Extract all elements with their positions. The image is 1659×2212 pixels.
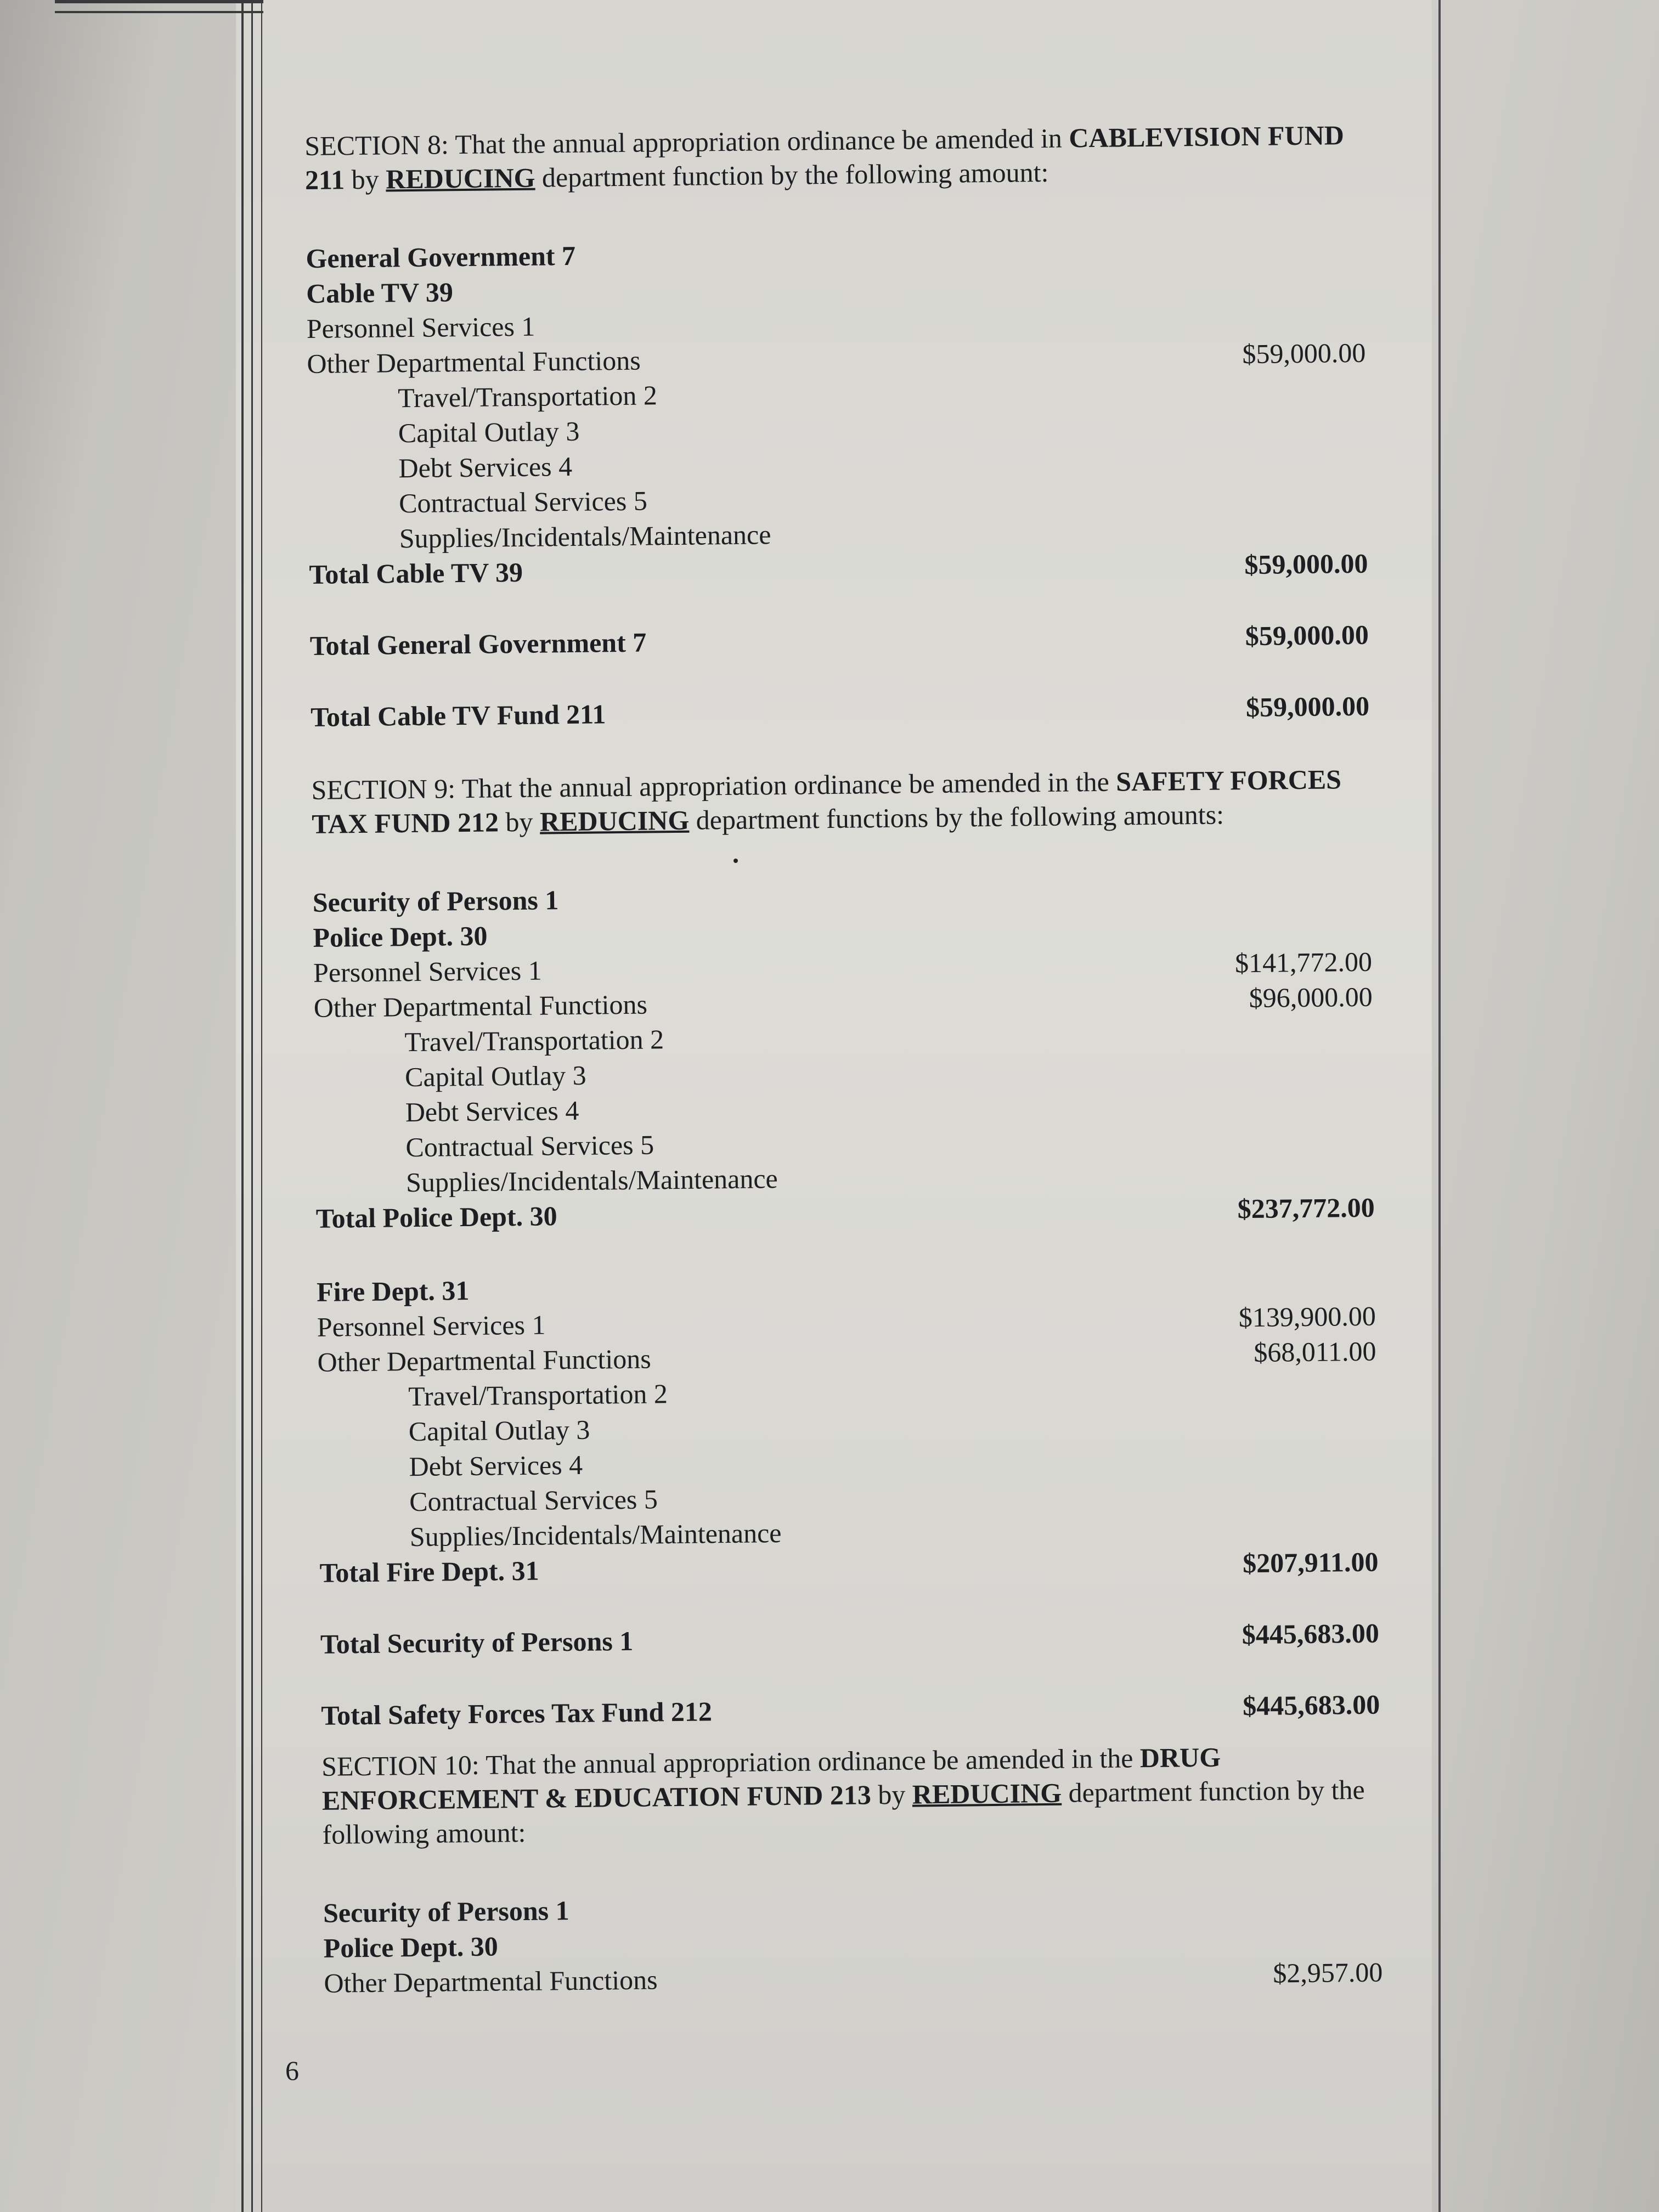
- total-amount: $59,000.00: [1245, 690, 1370, 723]
- section-9-suffix: department functions by the following amounts:: [689, 799, 1224, 836]
- line-label: Contractual Services 5: [405, 1129, 654, 1163]
- section-9-fire-items: [317, 1263, 1379, 1590]
- line-amount: $2,957.00: [1273, 1956, 1383, 1989]
- total-label: Total Safety Forces Tax Fund 212: [320, 1696, 713, 1731]
- line-label: Total Fire Dept. 31: [319, 1555, 539, 1588]
- line-amount: $59,000.00: [1242, 337, 1366, 370]
- section-10-suffix: department function by the following amount:: [322, 1774, 1365, 1850]
- page-right-edge: [1438, 0, 1441, 2212]
- total-amount: $59,000.00: [1245, 619, 1369, 652]
- line-label: Other Departmental Functions: [324, 1964, 658, 1999]
- section-10-heading: [321, 1739, 1381, 1852]
- line-label: Other Departmental Functions: [313, 989, 648, 1023]
- section-8-line-items: [306, 230, 1368, 592]
- line-amount: $139,900.00: [1238, 1300, 1376, 1333]
- line-label: General Government 7: [306, 240, 576, 274]
- left-margin-rule: [241, 0, 244, 2212]
- line-label: Debt Services 4: [398, 450, 573, 484]
- section-9-prefix: SECTION 9: That the annual appropriation ordinance be amended in the: [311, 766, 1116, 805]
- left-margin-rule: [251, 0, 253, 2212]
- total-label: Total Cable TV Fund 211: [310, 698, 606, 732]
- line-amount: $59,000.00: [1244, 548, 1368, 580]
- total-label: Total Security of Persons 1: [320, 1625, 634, 1660]
- line-label: Travel/Transportation 2: [408, 1378, 668, 1412]
- total-label: Total General Government 7: [309, 627, 647, 661]
- section-10-fund: DRUG ENFORCEMENT & EDUCATION FUND 213: [321, 1741, 1221, 1816]
- section-9-action: REDUCING: [539, 804, 690, 837]
- section-10-line-items: [323, 1884, 1383, 2001]
- line-label: Travel/Transportation 2: [404, 1024, 664, 1058]
- top-rule: [55, 0, 263, 13]
- section-8-fund: CABLEVISION FUND 211: [304, 120, 1345, 195]
- line-amount: $237,772.00: [1237, 1192, 1375, 1224]
- line-amount: $96,000.00: [1249, 981, 1373, 1014]
- line-label: Security of Persons 1: [312, 884, 559, 918]
- line-amount: $68,011.00: [1253, 1335, 1376, 1368]
- line-label: Personnel Services 1: [306, 311, 535, 344]
- section-8-by: by: [344, 163, 386, 195]
- section-8-heading: [304, 118, 1364, 197]
- line-label: Total Cable TV 39: [309, 556, 523, 590]
- line-label: Personnel Services 1: [317, 1309, 546, 1342]
- section-9-by: by: [498, 806, 540, 838]
- line-amount: $207,911.00: [1242, 1546, 1379, 1579]
- line-label: Total Police Dept. 30: [315, 1200, 557, 1234]
- section-10-by: by: [871, 1779, 913, 1810]
- section-10-action: REDUCING: [912, 1777, 1062, 1810]
- line-label: Capital Outlay 3: [404, 1059, 586, 1093]
- section-9-fund: SAFETY FORCES TAX FUND 212: [311, 764, 1342, 839]
- section-8-prefix: SECTION 8: That the annual appropriation ordinance be amended in: [304, 122, 1069, 161]
- line-label: Capital Outlay 3: [408, 1414, 590, 1447]
- total-amount: $445,683.00: [1242, 1617, 1380, 1650]
- line-label: Supplies/Incidentals/Maintenance: [405, 1163, 778, 1198]
- total-amount: $445,683.00: [1242, 1689, 1380, 1722]
- line-label: Supplies/Incidentals/Maintenance: [399, 519, 771, 554]
- left-margin-rule: [261, 0, 262, 2212]
- line-label: Security of Persons 1: [323, 1895, 569, 1928]
- document-content: [304, 118, 1383, 2001]
- section-9-police-items: [312, 874, 1375, 1236]
- section-8-suffix: department function by the following amount:: [535, 156, 1049, 193]
- section-8-action: REDUCING: [385, 162, 535, 195]
- line-label: Travel/Transportation 2: [397, 380, 658, 414]
- line-label: Supplies/Incidentals/Maintenance: [409, 1517, 782, 1553]
- line-label: Debt Services 4: [409, 1449, 583, 1482]
- line-label: Police Dept. 30: [313, 920, 488, 953]
- line-label: Fire Dept. 31: [316, 1274, 470, 1307]
- page-number: 6: [285, 2055, 299, 2086]
- line-amount: $141,772.00: [1234, 946, 1373, 979]
- section-9-heading: [311, 762, 1370, 841]
- line-label: Other Departmental Functions: [317, 1343, 651, 1378]
- line-label: Contractual Services 5: [409, 1483, 658, 1517]
- line-label: Contractual Services 5: [398, 485, 648, 519]
- line-label: Debt Services 4: [405, 1094, 579, 1128]
- section-10-prefix: SECTION 10: That the annual appropriation ordinance be amended in the: [321, 1742, 1141, 1782]
- line-label: Personnel Services 1: [313, 955, 542, 988]
- line-label: Other Departmental Functions: [307, 345, 641, 379]
- line-label: Cable TV 39: [306, 276, 454, 309]
- line-label: Police Dept. 30: [323, 1931, 498, 1963]
- line-label: Capital Outlay 3: [398, 415, 580, 449]
